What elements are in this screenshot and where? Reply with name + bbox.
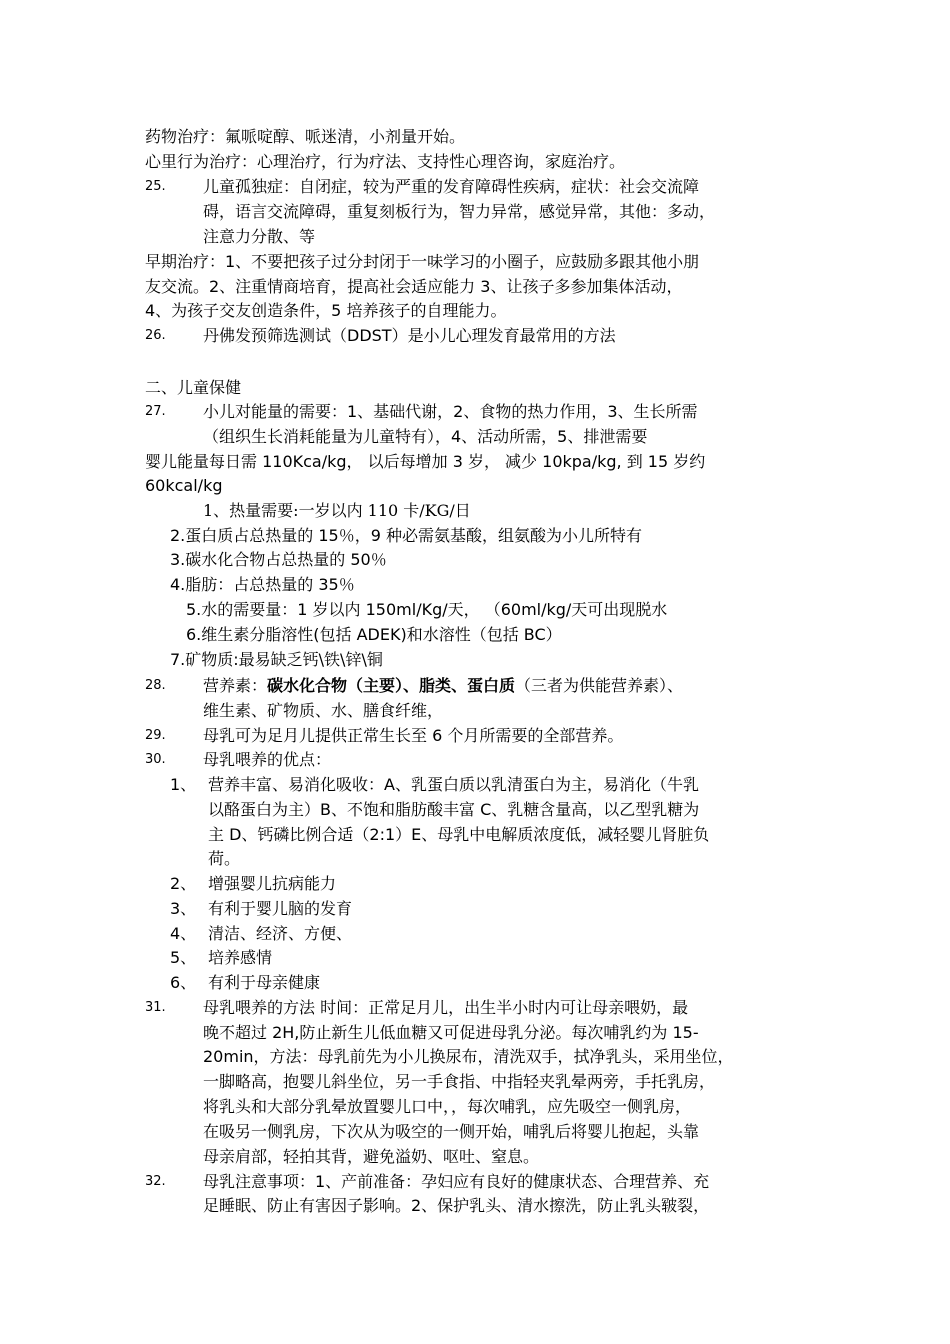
text-line: 20min，方法：母乳前先为小儿换尿布，清洗双手，拭净乳头，采用坐位， — [203, 1047, 734, 1066]
text-line: 母亲肩部，轻拍其背，避免溢奶、呕吐、窒息。 — [203, 1147, 540, 1166]
text-line: 3.碳水化合物占总热量的 50％ — [170, 550, 387, 569]
item-number: 30. — [145, 752, 166, 767]
text-line: 清洁、经济、方便、 — [208, 924, 353, 943]
item-number: 29. — [145, 728, 166, 743]
text-line: 有利于婴儿脑的发育 — [208, 899, 353, 918]
sub-item-number: 4、 — [170, 924, 197, 943]
item-number: 31. — [145, 1000, 166, 1015]
text-line: 晚不超过 2H,防止新生儿低血糖又可促进母乳分泌。每次哺乳约为 15- — [203, 1023, 699, 1042]
text-line: 碍，语言交流障碍，重复刻板行为，智力异常，感觉异常，其他：多动， — [203, 202, 716, 221]
sub-item-number: 5、 — [170, 948, 197, 967]
text-line: 有利于母亲健康 — [208, 973, 321, 992]
text-line: 5.水的需要量：1 岁以内 150ml/Kg/天， （60ml/kg/天可出现脱水 — [186, 600, 668, 619]
text-line: 营养丰富、易消化吸收：A、乳蛋白质以乳清蛋白为主，易消化（牛乳 — [208, 775, 699, 794]
text-line: 以酪蛋白为主）B、不饱和脂肪酸丰富 C、乳糖含量高，以乙型乳糖为 — [208, 800, 700, 819]
text-line: 培养感情 — [208, 948, 273, 967]
text-line: （组织生长消耗能量为儿童特有），4、活动所需，5、排泄需要 — [203, 427, 648, 446]
text-line: 小儿对能量的需要：1、基础代谢，2、食物的热力作用，3、生长所需 — [203, 402, 698, 421]
text-line: 6.维生素分脂溶性(包括 ADEK)和水溶性（包括 BC） — [186, 625, 562, 644]
sub-item-number: 1、 — [170, 775, 197, 794]
text-line: 在吸另一侧乳房，下次从为吸空的一侧开始，哺乳后将婴儿抱起，头靠 — [203, 1122, 700, 1141]
item-number: 25. — [145, 179, 166, 194]
text-line: 将乳头和大部分乳晕放置婴儿口中，，每次哺乳，应先吸空一侧乳房， — [203, 1097, 692, 1116]
text-line: 注意力分散、等 — [203, 227, 316, 246]
text-line: 婴儿能量每日需 110Kca/kg， 以后每增加 3 岁， 减少 10kpa/kg, 到 15 岁约 — [145, 452, 706, 471]
text-line: 友交流。2、注重情商培育，提高社会适应能力 3、让孩子多参加集体活动， — [145, 277, 683, 296]
text-line — [203, 674, 683, 698]
text-line: 儿童孤独症：自闭症，较为严重的发育障碍性疾病，症状：社会交流障 — [203, 177, 700, 196]
text-line: 母乳喂养的优点： — [203, 750, 332, 769]
section-heading: 二、儿童保健 — [145, 378, 242, 397]
text-run: 营养素： — [203, 676, 268, 695]
text-line: 一脚略高，抱婴儿斜坐位，另一手食指、中指轻夹乳晕两旁，手托乳房， — [203, 1072, 716, 1091]
text-line: 4、为孩子交友创造条件，5 培养孩子的自理能力。 — [145, 301, 507, 320]
item-number: 27. — [145, 404, 166, 419]
text-line: 荷。 — [208, 849, 241, 868]
text-line: 维生素、矿物质、水、膳食纤维， — [203, 701, 444, 720]
text-line: 7.矿物质:最易缺乏钙\铁\锌\铜 — [170, 650, 383, 669]
text-line: 母乳喂养的方法 时间：正常足月儿，出生半小时内可让母亲喂奶，最 — [203, 998, 689, 1017]
text-line: 2.蛋白质占总热量的 15％，9 种必需氨基酸，组氨酸为小儿所特有 — [170, 526, 642, 545]
text-line: 增强婴儿抗病能力 — [208, 874, 337, 893]
text-line: 母乳注意事项：1、产前准备：孕妇应有良好的健康状态、合理营养、充 — [203, 1172, 710, 1191]
item-number: 32. — [145, 1174, 166, 1189]
bold-text: 碳水化合物（主要）、脂类、蛋白质 — [267, 676, 516, 695]
item-number: 26. — [145, 328, 166, 343]
sub-item-number: 2、 — [170, 874, 197, 893]
text-run: （三者为供能营养素）、 — [515, 676, 684, 695]
sub-item-number: 6、 — [170, 973, 197, 992]
text-line: 4.脂肪：占总热量的 35％ — [170, 575, 355, 594]
text-line: 足睡眠、防止有害因子影响。2、保护乳头、清水擦洗，防止乳头皲裂， — [203, 1196, 710, 1215]
text-line: 心里行为治疗：心理治疗，行为疗法、支持性心理咨询，家庭治疗。 — [145, 152, 626, 171]
sub-item-number: 3、 — [170, 899, 197, 918]
text-line: 药物治疗：氟哌啶醇、哌迷清，小剂量开始。 — [145, 127, 466, 146]
text-line: 丹佛发预筛选测试（DDST）是小儿心理发育最常用的方法 — [203, 326, 616, 345]
text-line: 早期治疗：1、不要把孩子过分封闭于一味学习的小圈子，应鼓励多跟其他小朋 — [145, 252, 700, 271]
text-line: 母乳可为足月儿提供正常生长至 6 个月所需要的全部营养。 — [203, 726, 624, 745]
text-line: 60kcal/kg — [145, 476, 223, 495]
text-line: 主 D、钙磷比例合适（2:1）E、母乳中电解质浓度低，减轻婴儿肾脏负 — [208, 825, 710, 844]
text-line: 1、热量需要:一岁以内 110 卡/KG/日 — [203, 501, 471, 520]
item-number: 28. — [145, 678, 166, 693]
